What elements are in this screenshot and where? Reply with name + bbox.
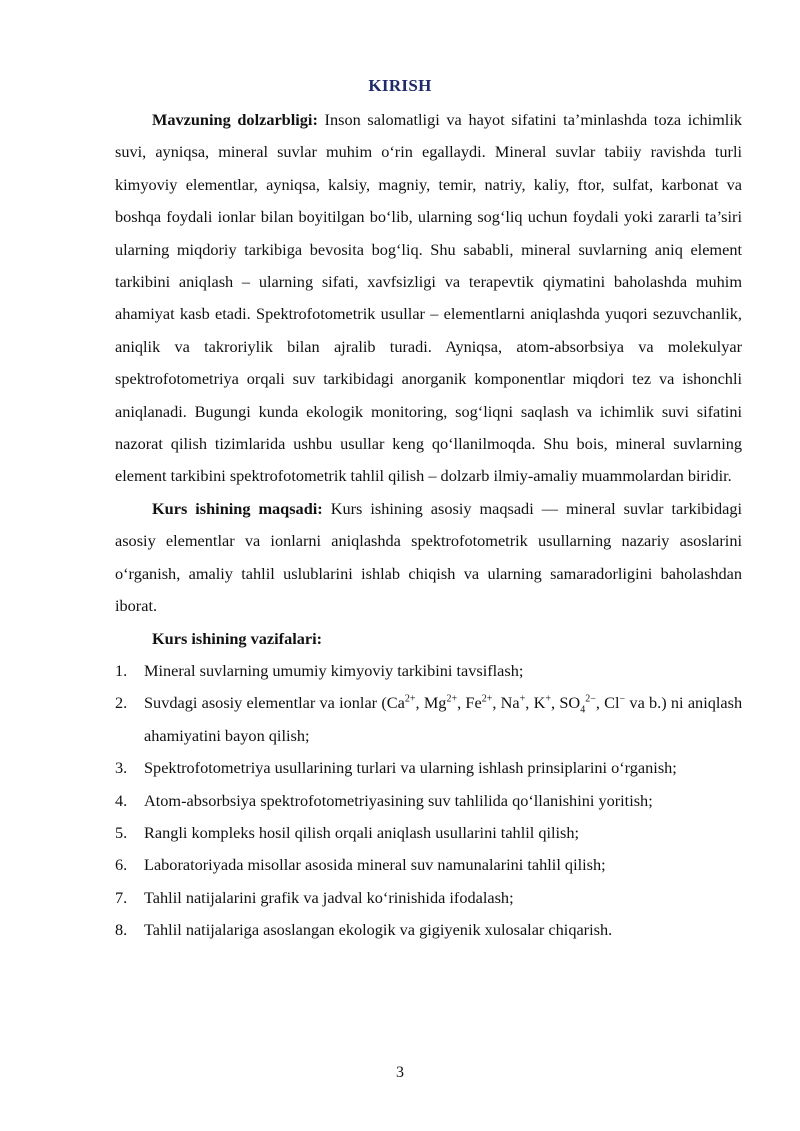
tasks-heading: Kurs ishining vazifalari: xyxy=(152,628,323,648)
list-item-number: 2. xyxy=(115,693,128,713)
ion-text-after: va b.) ni aniqlash ahamiyatini bayon qilish; xyxy=(144,693,743,745)
ion-sulfate: $SO_4^{2-}$, xyxy=(559,693,605,716)
list-item-text: Tahlil natijalariga asoslangan ekologik va gigiyenik xulosalar chiqarish. xyxy=(144,920,613,940)
list-item-text: Mineral suvlarning umumiy kimyoviy tarkibini tavsiflash; xyxy=(144,660,524,680)
list-item xyxy=(115,849,742,881)
list-item-text xyxy=(144,687,742,752)
list-item xyxy=(115,914,742,946)
relevance-paragraph xyxy=(115,104,742,493)
page-title: KIRISH xyxy=(368,76,432,95)
ion-chloride: Cl− xyxy=(604,693,626,713)
ion-magnesium: $Mg^{2+}$, xyxy=(423,693,466,713)
list-item-number: 7. xyxy=(115,887,128,907)
list-item-text: Atom-absorbsiya spektrofotometriyasining suv tahlilida qo‘llanishini yoritish; xyxy=(144,790,653,810)
ion-sodium: Na+, xyxy=(500,693,534,713)
list-item-text: Tahlil natijalarini grafik va jadval ko‘rinishida ifodalash; xyxy=(144,887,514,907)
ion-iron: $Fe^{2+}$, xyxy=(465,693,501,713)
list-item xyxy=(115,817,742,849)
ion-calcium: $Ca^{2+}$, xyxy=(386,693,424,713)
list-item xyxy=(115,687,742,752)
list-item xyxy=(115,752,742,784)
page-content xyxy=(115,104,742,947)
relevance-label: Mavzuning dolzarbligi: xyxy=(152,110,318,129)
goal-paragraph xyxy=(115,493,742,623)
list-item-text: Laboratoriyada misollar asosida mineral suv namunalarini tahlil qilish; xyxy=(144,855,606,875)
list-item xyxy=(115,655,742,687)
relevance-text: Inson salomatligi va hayot sifatini ta’minlashda toza ichimlik suvi, ayniqsa, mineral suvlar muhim o‘rin egallaydi. Mineral suvlar tabiiy ravishda turli kimyoviy elementlar, ayniqsa, kalsiy, magniy, temir, natriy, kaliy, ftor, sulfat, karbonat va boshqa foydali ionlar bilan boyitilgan bo‘lib, ularning sog‘liq uchun foydali yoki zararli ta’siri ularning miqdoriy tarkibiga bevosita bog‘liq. Shu sababli, mineral suvlarning aniq element tarkibini aniqlash – ularning sifati, xavfsizligi va terapevtik qiymatini baholashda muhim ahamiyat kasb etadi. Spektrofotometrik usullar – elementlarni aniqlashda yuqori sezuvchanlik, aniqlik va takroriylik bilan ajralib turadi. Ayniqsa, atom-absorbsiya va molekulyar spektrofotometriya orqali suv tarkibidagi anorganik komponentlar miqdori tez va ishonchli aniqlanadi. Bugungi kunda ekologik monitoring, sog‘liqni saqlash va ichimlik suvi sifatini nazorat qilish tizimlarida ushbu usullar keng qo‘llanilmoqda. Shu bois, mineral suvlarning element tarkibini spektrofotometrik tahlil qilish – dolzarb ilmiy-amaliy muammolardan biridir. xyxy=(115,110,742,486)
page-number: 3 xyxy=(396,1064,404,1081)
ion-potassium: K+, xyxy=(533,693,560,713)
list-item xyxy=(115,882,742,914)
list-item-number: 6. xyxy=(115,855,128,875)
tasks-list xyxy=(115,655,742,947)
list-item xyxy=(115,785,742,817)
ion-text-before: Suvdagi asosiy elementlar va ionlar ( xyxy=(144,693,387,713)
list-item-number: 5. xyxy=(115,822,128,842)
list-item-number: 8. xyxy=(115,920,128,940)
list-item-text: Rangli kompleks hosil qilish orqali aniqlash usullarini tahlil qilish; xyxy=(144,822,580,842)
list-item-number: 3. xyxy=(115,758,128,778)
goal-label: Kurs ishining maqsadi: xyxy=(152,498,323,518)
list-item-number: 1. xyxy=(115,660,128,680)
list-item-number: 4. xyxy=(115,790,128,810)
goal-text: Kurs ishining asosiy maqsadi — mineral suvlar tarkibidagi asosiy elementlar va ionlarni aniqlashda spektrofotometrik usullarning nazariy asoslarini o‘rganish, amaliy tahlil uslublarini ishlab chiqish va ularning samaradorligini baholashdan iborat. xyxy=(115,498,742,616)
list-item-text: Spektrofotometriya usullarining turlari va ularning ishlash prinsiplarini o‘rganish; xyxy=(144,758,677,778)
